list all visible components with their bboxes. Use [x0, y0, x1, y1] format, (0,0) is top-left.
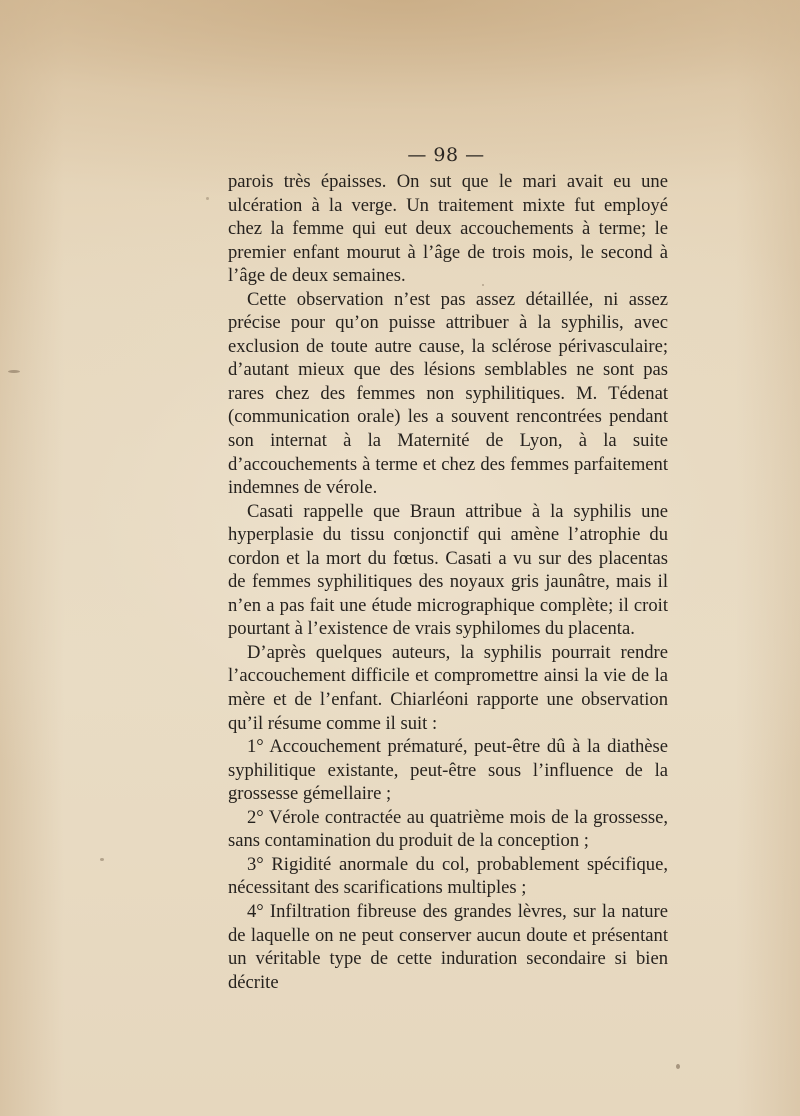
- paper-speck: [482, 284, 484, 286]
- paragraph-7: 3° Rigidité anormale du col, probablement spécifique, nécessitant des scarifications multiples ;: [228, 853, 668, 899]
- paper-speck: [206, 197, 209, 200]
- paragraph-8: 4° Infiltration fibreuse des grandes lèvres, sur la nature de laquelle on ne peut conserver aucun doute et présentant un véritable type de cette induration secondaire si bien décrite: [228, 900, 668, 993]
- paragraph-6: 2° Vérole contractée au quatrième mois de la grossesse, sans contamination du produit de la conception ;: [228, 806, 668, 852]
- paragraph-3: Casati rappelle que Braun attribue à la syphilis une hyperplasie du tissu conjonctif qui amène l’atrophie du cordon et la mort du fœtus. Casati a vu sur des placentas de femmes syphilitiques des noyaux gris jaunâtre, mais il n’en a pas fait une étude micrographique complète; il croit pourtant à l’existence de vrais syphilomes du placenta.: [228, 500, 668, 640]
- body-text: [228, 170, 668, 994]
- paragraph-4: D’après quelques auteurs, la syphilis pourrait rendre l’accouchement difficile et compromettre ainsi la vie de la mère et de l’enfant. Chiarléoni rapporte une observation qu’il résume comme il suit :: [228, 641, 668, 734]
- paragraph-5: 1° Accouchement prématuré, peut-être dû à la diathèse syphilitique existante, peut-être sous l’influence de la grossesse gémellaire ;: [228, 736, 668, 805]
- page-number: — 98 —: [407, 144, 485, 166]
- paper-speck: [100, 858, 104, 861]
- paper-speck: [676, 1064, 680, 1069]
- paragraph-1: parois très épaisses. On sut que le mari avait eu une ulcération à la verge. Un traitement mixte fut employé chez la femme qui eut deux accouchements à terme; le premier enfant mourut à l’âge de trois mois, le second à l’âge de deux semaines.: [228, 171, 668, 287]
- paper-speck: [8, 370, 20, 373]
- paragraph-2: Cette observation n’est pas assez détaillée, ni assez précise pour qu’on puisse attribuer à la syphilis, avec exclusion de toute autre cause, la sclérose périvasculaire; d’autant mieux que des lésions semblables ne sont pas rares chez des femmes non syphilitiques. M. Tédenat (communication orale) les a souvent rencontrées pendant son internat à la Maternité de Lyon, à la suite d’accouchements à terme et chez des femmes parfaitement indemnes de vérole.: [228, 288, 668, 499]
